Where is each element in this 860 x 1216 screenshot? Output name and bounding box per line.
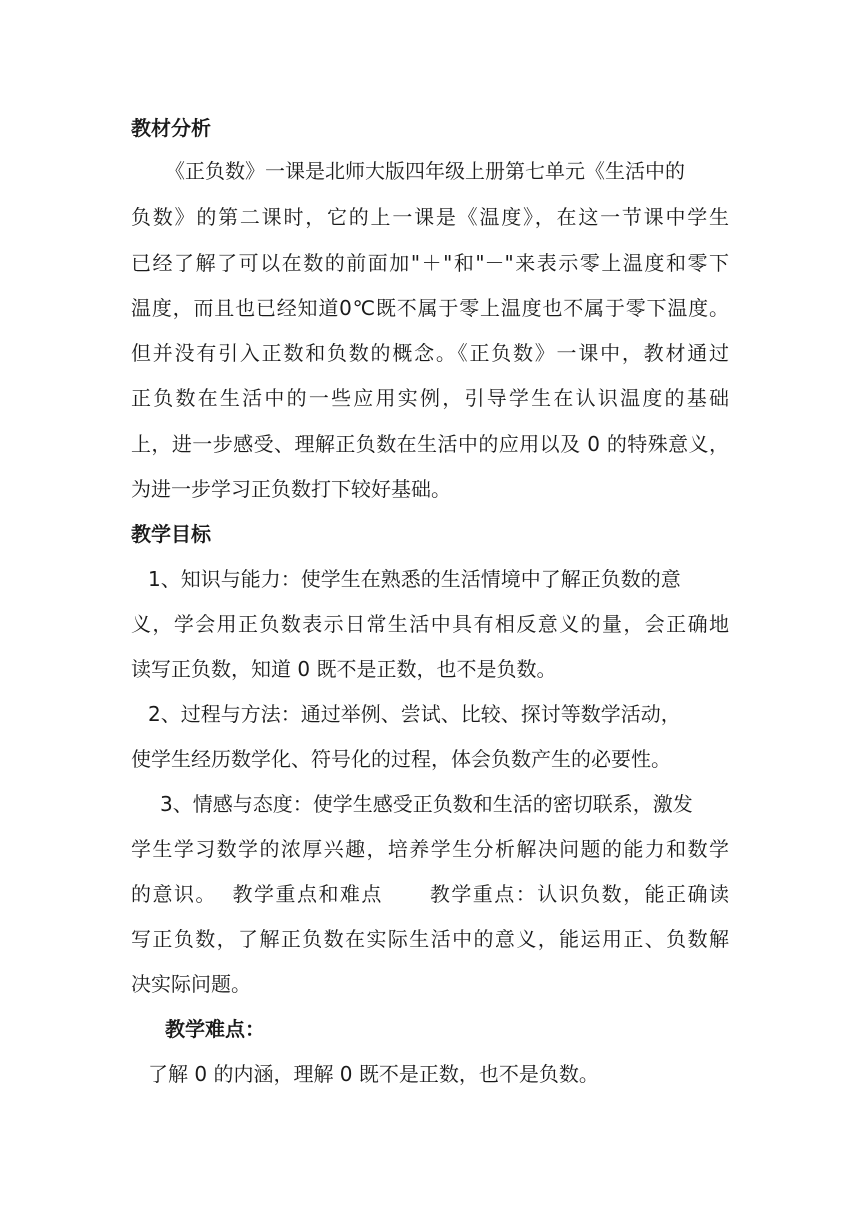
goal-line: 决实际问题。 bbox=[131, 972, 251, 996]
goal-line: 3、情感与态度：使学生感受正负数和生活的密切联系，激发 bbox=[160, 792, 693, 816]
goal-line: 2、过程与方法：通过举例、尝试、比较、探讨等数学活动， bbox=[148, 702, 681, 726]
paragraph-line: 已经了解了可以在数的前面加"＋"和"－"来表示零上温度和零下 bbox=[131, 251, 729, 275]
goal-line: 1、知识与能力：使学生在熟悉的生活情境中了解正负数的意 bbox=[148, 567, 681, 591]
goal-line: 写正负数，了解正负数在实际生活中的意义，能运用正、负数解 bbox=[131, 927, 729, 951]
difficulty-line: 了解 0 的内涵，理解 0 既不是正数，也不是负数。 bbox=[148, 1062, 599, 1086]
paragraph-line: 《正负数》一课是北师大版四年级上册第七单元《生活中的 bbox=[165, 159, 685, 183]
paragraph-line: 正负数在生活中的一些应用实例，引导学生在认识温度的基础 bbox=[131, 386, 729, 410]
goal-line: 读写正负数，知道 0 既不是正数，也不是负数。 bbox=[131, 657, 557, 681]
paragraph-line: 上，进一步感受、理解正负数在生活中的应用以及 0 的特殊意义， bbox=[131, 432, 729, 456]
paragraph-line: 但并没有引入正数和负数的概念。《正负数》一课中，教材通过 bbox=[131, 341, 729, 365]
goal-line: 使学生经历数学化、符号化的过程，体会负数产生的必要性。 bbox=[131, 747, 671, 771]
paragraph-line: 为进一步学习正负数打下较好基础。 bbox=[131, 477, 451, 501]
paragraph-line: 温度，而且也已经知道0℃既不属于零上温度也不属于零下温度。 bbox=[131, 296, 729, 320]
heading-teaching-goals: 教学目标 bbox=[131, 522, 211, 546]
heading-material-analysis: 教材分析 bbox=[131, 116, 211, 140]
heading-teaching-difficulty: 教学难点： bbox=[165, 1017, 265, 1041]
paragraph-line: 负数》的第二课时，它的上一课是《温度》，在这一节课中学生 bbox=[131, 205, 729, 229]
goal-line: 义，学会用正负数表示日常生活中具有相反意义的量，会正确地 bbox=[131, 612, 729, 636]
goal-line: 学生学习数学的浓厚兴趣，培养学生分析解决问题的能力和数学 bbox=[131, 837, 729, 861]
goal-line: 的意识。 教学重点和难点 教学重点：认识负数，能正确读 bbox=[131, 882, 729, 906]
